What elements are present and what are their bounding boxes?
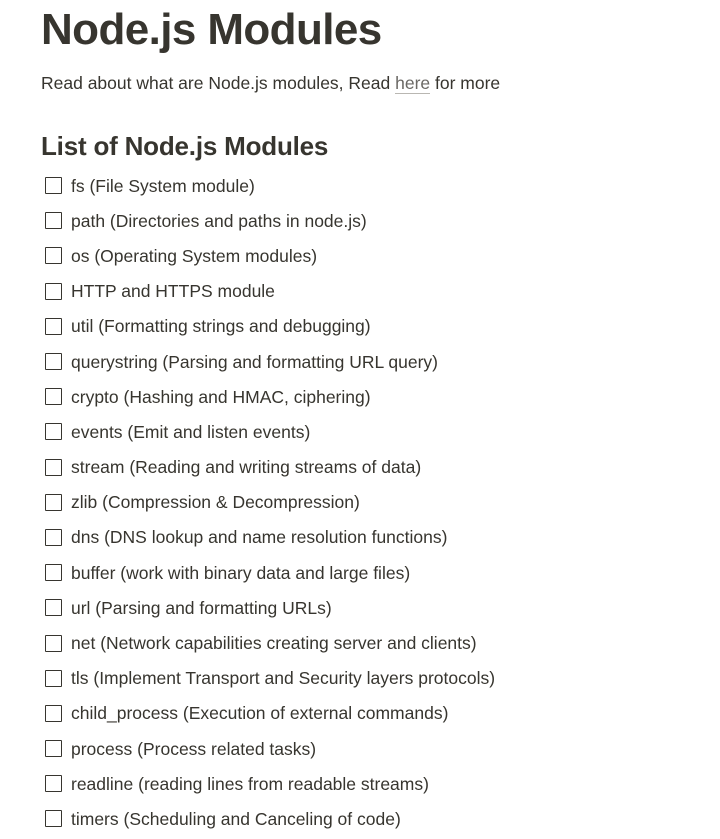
todo-item (41, 274, 495, 309)
page-title: Node.js Modules (41, 5, 382, 54)
todo-label: buffer (work with binary data and large files) (71, 562, 411, 583)
todo-checkbox[interactable] (45, 670, 62, 687)
section-heading: List of Node.js Modules (41, 131, 329, 161)
todo-label: tls (Implement Transport and Security layers protocols) (71, 668, 496, 689)
todo-checkbox[interactable] (45, 529, 62, 546)
todo-item (41, 696, 495, 731)
todo-item (41, 520, 495, 555)
todo-checkbox[interactable] (45, 318, 62, 335)
todo-label: dns (DNS lookup and name resolution functions) (71, 527, 448, 548)
todo-checkbox[interactable] (45, 494, 62, 511)
todo-item (41, 238, 495, 273)
todo-item (41, 450, 495, 485)
todo-item (41, 555, 495, 590)
todo-checkbox[interactable] (45, 635, 62, 652)
todo-label: net (Network capabilities creating server and clients) (71, 633, 477, 654)
intro-text: Read about what are Node.js modules, Read (41, 73, 396, 93)
todo-label: crypto (Hashing and HMAC, ciphering) (71, 386, 371, 407)
todo-checkbox[interactable] (45, 247, 62, 264)
todo-item (41, 766, 495, 801)
todo-item (41, 168, 495, 203)
todo-checkbox[interactable] (45, 423, 62, 440)
todo-item (41, 344, 495, 379)
todo-checkbox[interactable] (45, 212, 62, 229)
todo-checkbox[interactable] (45, 353, 62, 370)
todo-checkbox[interactable] (45, 388, 62, 405)
todo-item (41, 309, 495, 344)
intro-text-end: for more (430, 73, 501, 93)
todo-label: util (Formatting strings and debugging) (71, 316, 371, 337)
todo-item (41, 625, 495, 660)
todo-label: HTTP and HTTPS module (71, 281, 275, 302)
todo-checkbox[interactable] (45, 810, 62, 827)
todo-label: querystring (Parsing and formatting URL query) (71, 351, 439, 372)
todo-label: timers (Scheduling and Canceling of code) (71, 808, 401, 829)
todo-item (41, 379, 495, 414)
todo-item (41, 414, 495, 449)
todo-item (41, 203, 495, 238)
todo-checkbox[interactable] (45, 775, 62, 792)
intro-paragraph (41, 71, 500, 95)
module-todo-list (41, 168, 495, 837)
todo-label: url (Parsing and formatting URLs) (71, 597, 332, 618)
todo-checkbox[interactable] (45, 177, 62, 194)
todo-item (41, 485, 495, 520)
todo-label: events (Emit and listen events) (71, 421, 311, 442)
here-link[interactable]: here (395, 73, 431, 93)
todo-label: fs (File System module) (71, 175, 255, 196)
todo-item (41, 661, 495, 696)
todo-item (41, 590, 495, 625)
todo-item (41, 731, 495, 766)
todo-label: path (Directories and paths in node.js) (71, 210, 367, 231)
todo-checkbox[interactable] (45, 283, 62, 300)
todo-checkbox[interactable] (45, 599, 62, 616)
todo-label: readline (reading lines from readable streams) (71, 773, 429, 794)
todo-label: process (Process related tasks) (71, 738, 317, 759)
todo-checkbox[interactable] (45, 705, 62, 722)
todo-label: os (Operating System modules) (71, 245, 318, 266)
todo-label: zlib (Compression & Decompression) (71, 492, 360, 513)
todo-checkbox[interactable] (45, 564, 62, 581)
todo-checkbox[interactable] (45, 459, 62, 476)
todo-item (41, 801, 495, 836)
todo-checkbox[interactable] (45, 740, 62, 757)
todo-label: stream (Reading and writing streams of data) (71, 457, 422, 478)
todo-label: child_process (Execution of external commands) (71, 703, 449, 724)
